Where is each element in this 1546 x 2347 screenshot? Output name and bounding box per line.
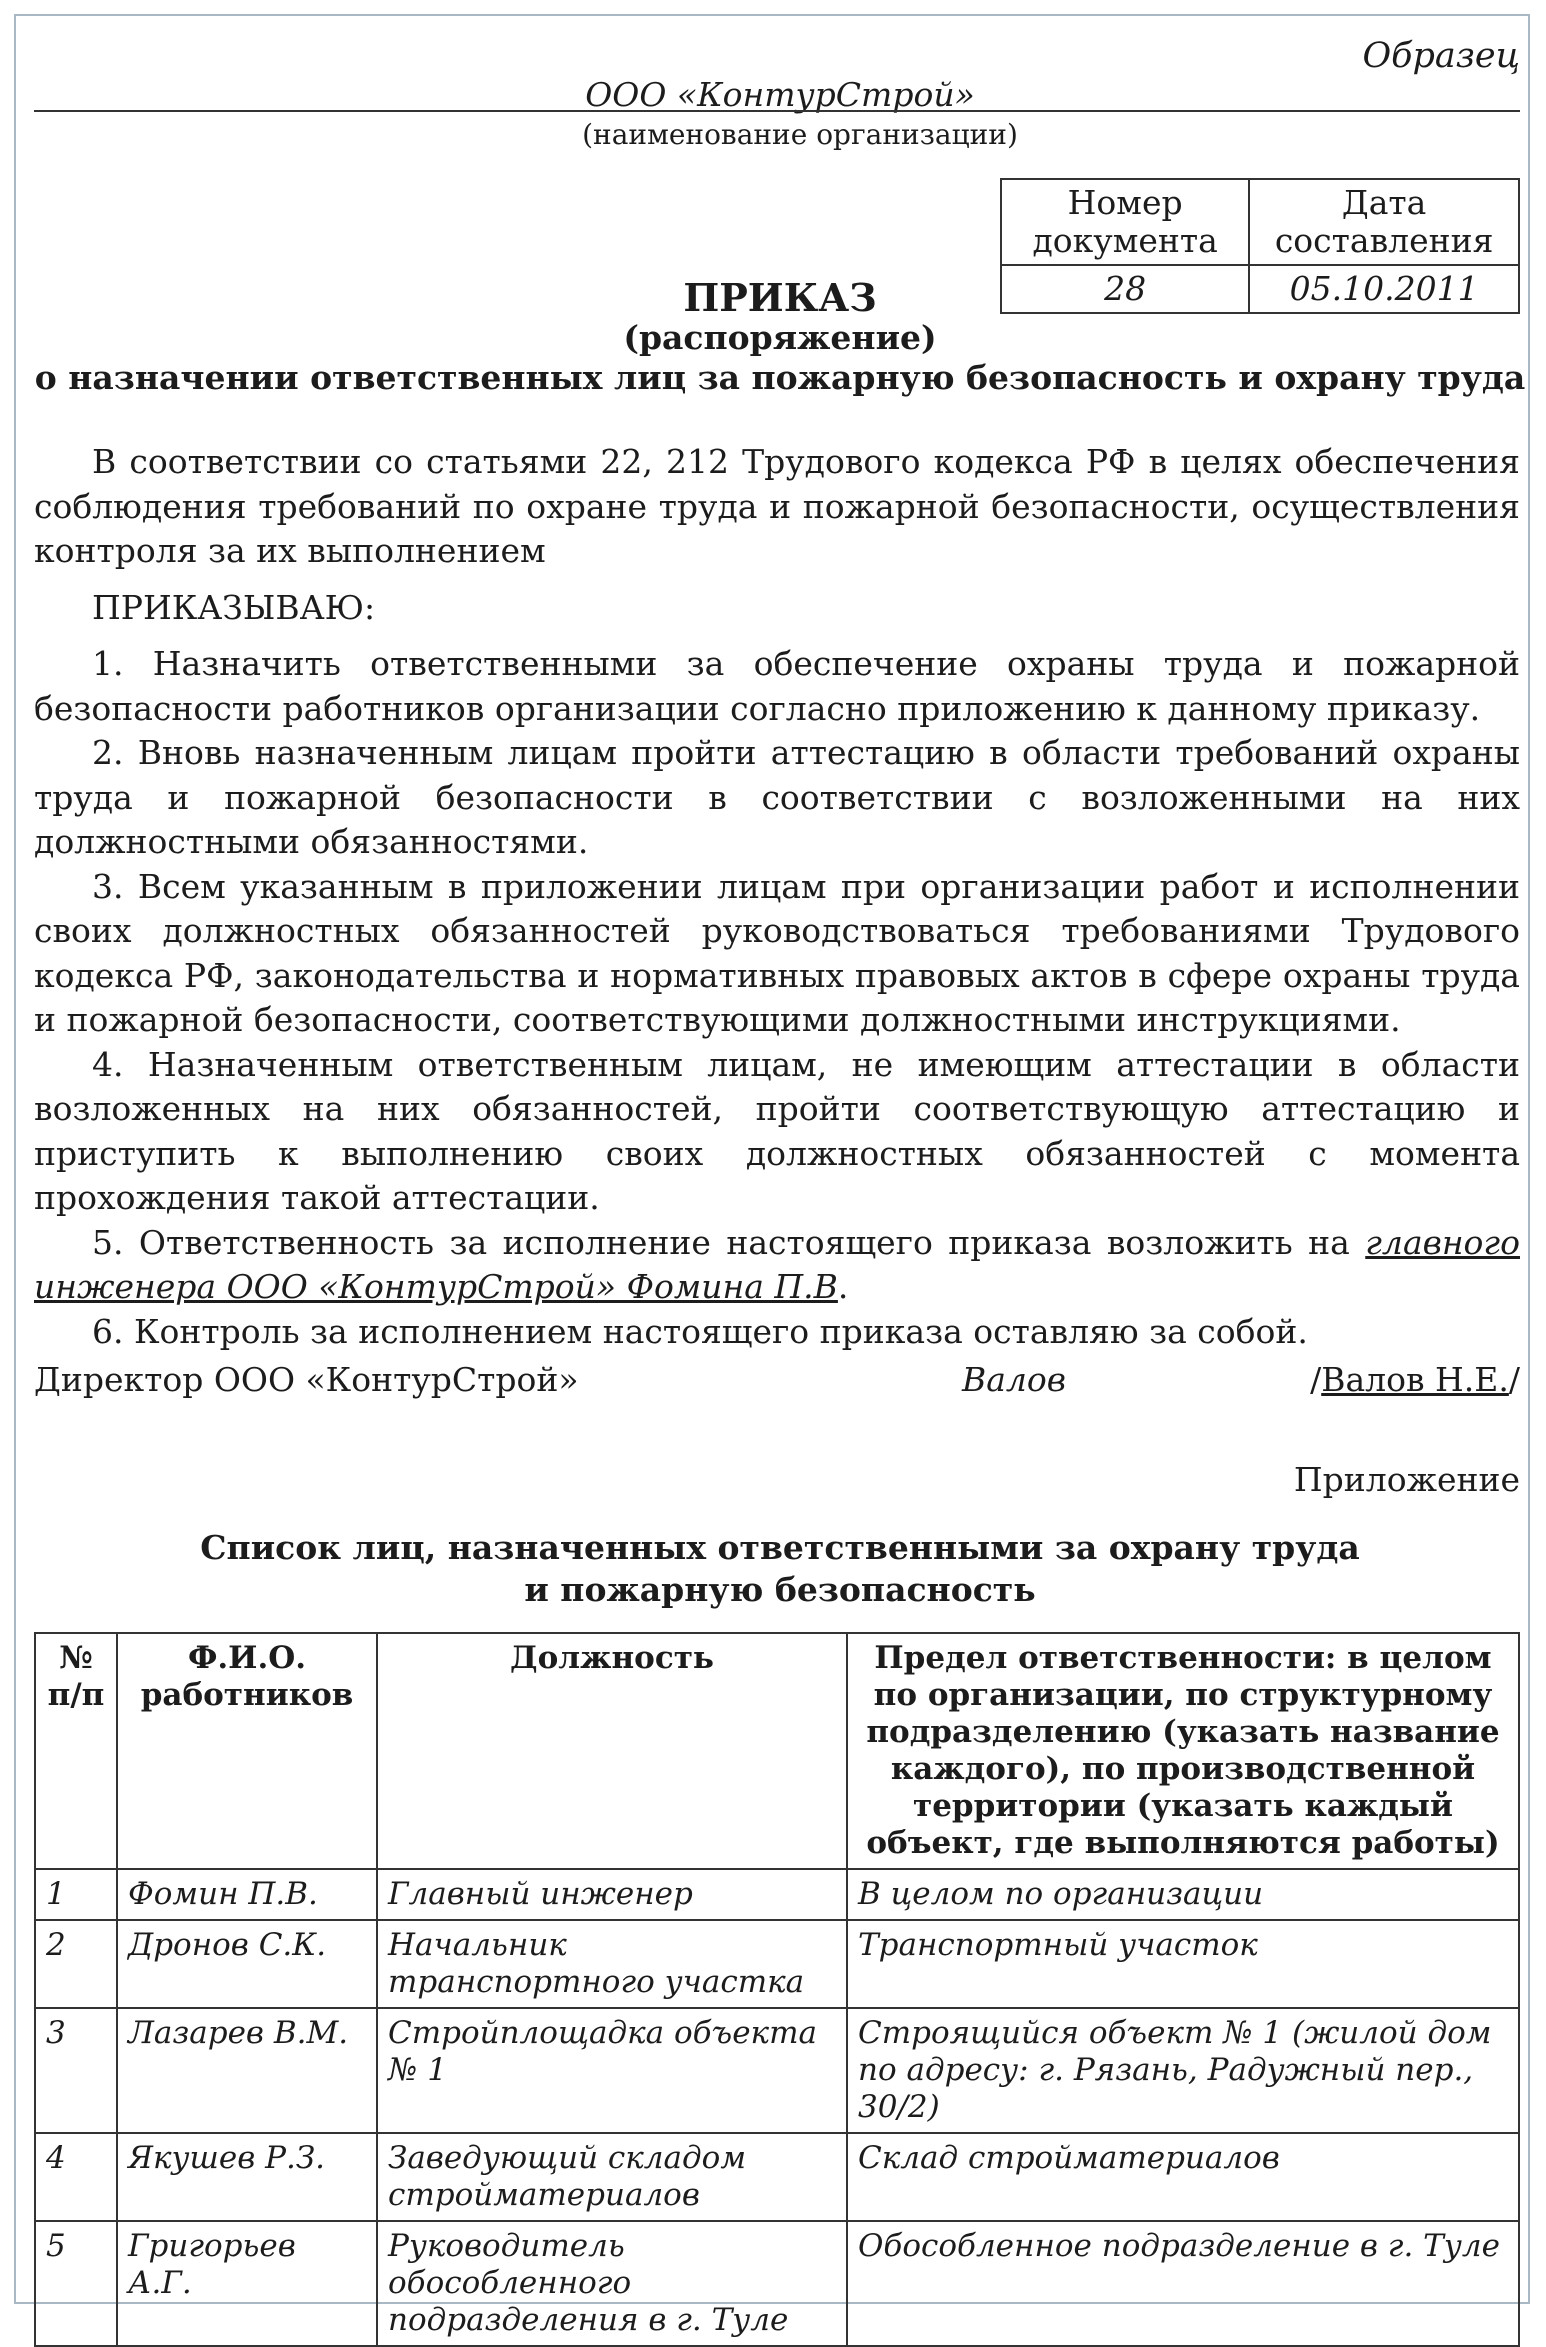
- item5-prefix: 5. Ответственность за исполнение настоящего приказа возложить на: [92, 1222, 1350, 1262]
- table-row: [35, 1920, 1519, 2008]
- cell-name: Якушев Р.З.: [117, 2133, 377, 2221]
- table-row: [35, 2221, 1519, 2346]
- order-item: 2. Вновь назначенным лицам пройти аттестацию в области требований охраны труда и пожарной безопасности в соответствии с возложенными на них должностными обязанностями.: [34, 733, 1520, 861]
- table-header-row: [35, 1633, 1519, 1869]
- order-word: ПРИКАЗЫВАЮ:: [92, 587, 376, 627]
- organization-caption: (наименование организации): [582, 118, 1018, 151]
- cell-number: 3: [35, 2008, 117, 2133]
- intro-paragraph: В соответствии со статьями 22, 212 Трудового кодекса РФ в целях обеспечения соблюдения требований по охране труда и пожарной безопасности, осуществления контроля за их выполнением: [34, 442, 1520, 570]
- handwritten-signature: Валов: [962, 1360, 1067, 1399]
- cell-number: 4: [35, 2133, 117, 2221]
- document-title: ПРИКАЗ: [683, 275, 877, 320]
- cell-number: 2: [35, 1920, 117, 2008]
- signer-name: Валов Н.Е.: [1321, 1360, 1509, 1399]
- col-header-name: Ф.И.О. работников: [117, 1633, 377, 1869]
- doc-date-header: Дата составления: [1249, 179, 1519, 265]
- cell-scope: В целом по организации: [847, 1869, 1519, 1920]
- cell-position: Начальник транспортного участка: [377, 1920, 847, 2008]
- order-item: 1. Назначить ответственными за обеспечение охраны труда и пожарной безопасности работников организации согласно приложению к данному приказу.: [34, 644, 1520, 728]
- order-item: 4. Назначенным ответственным лицам, не имеющим аттестации в области возложенных на них обязанностей, пройти соответствующую аттестацию и приступить к выполнению своих должностных обязанностей с момента прохождения такой аттестации.: [34, 1044, 1520, 1217]
- order-item: 6. Контроль за исполнением настоящего приказа оставляю за собой.: [92, 1311, 1308, 1351]
- cell-scope: Обособленное подразделение в г. Туле: [847, 2221, 1519, 2346]
- table-row: [35, 2133, 1519, 2221]
- sample-label: Образец: [1362, 36, 1520, 76]
- cell-scope: Склад стройматериалов: [847, 2133, 1519, 2221]
- order-item: 3. Всем указанным в приложении лицам при организации работ и исполнении своих должностных обязанностей руководствоваться требованиями Трудового кодекса РФ, законодательства и нормативных правовых актов в сфере охраны труда и пожарной безопасности, соответствующими должностными инструкциями.: [34, 866, 1520, 1039]
- table-row: [35, 2008, 1519, 2133]
- order-body: [34, 440, 1520, 1354]
- cell-name: Фомин П.В.: [117, 1869, 377, 1920]
- doc-date-value: 05.10.2011: [1249, 265, 1519, 313]
- order-item-5: [34, 1221, 1520, 1310]
- doc-number-header: Номер документа: [1001, 179, 1249, 265]
- document-subject: о назначении ответственных лиц за пожарную безопасность и охрану труда: [34, 358, 1526, 397]
- cell-scope: Транспортный участок: [847, 1920, 1519, 2008]
- slash-open: /: [1310, 1360, 1322, 1399]
- col-header-position: Должность: [377, 1633, 847, 1869]
- cell-position: Заведующий складом стройматериалов: [377, 2133, 847, 2221]
- doc-number-value: 28: [1001, 265, 1249, 313]
- appendix-title-line: Список лиц, назначенных ответственными за охрану труда: [200, 1528, 1360, 1567]
- cell-position: Руководитель обособленного подразделения в г. Туле: [377, 2221, 847, 2346]
- signer-name-block: [1310, 1360, 1520, 1399]
- responsible-persons-table: [34, 1632, 1520, 2347]
- col-header-scope: Предел ответственности: в целом по организации, по структурному подразделению (указать название каждого), по производственной территории (указать каждый объект, где выполняются работы): [847, 1633, 1519, 1869]
- cell-name: Григорьев А.Г.: [117, 2221, 377, 2346]
- organization-underline: [34, 110, 1520, 112]
- appendix-label: Приложение: [1293, 1460, 1520, 1499]
- responsible-person: главного инженера ООО «КонтурСтрой» Фомина П.В: [34, 1222, 1520, 1306]
- document-subtitle: (распоряжение): [623, 318, 937, 357]
- appendix-title-line: и пожарную безопасность: [524, 1570, 1036, 1609]
- cell-scope: Строящийся объект № 1 (жилой дом по адресу: г. Рязань, Радужный пер., 30/2): [847, 2008, 1519, 2133]
- cell-position: Стройплощадка объекта № 1: [377, 2008, 847, 2133]
- cell-name: Дронов С.К.: [117, 1920, 377, 2008]
- slash-close: /: [1508, 1360, 1520, 1399]
- col-header-number: № п/п: [35, 1633, 117, 1869]
- signer-position: Директор ООО «КонтурСтрой»: [34, 1360, 579, 1399]
- table-row: [35, 1869, 1519, 1920]
- item5-suffix: .: [837, 1267, 849, 1306]
- cell-number: 1: [35, 1869, 117, 1920]
- appendix-title: [0, 1527, 1546, 1611]
- cell-number: 5: [35, 2221, 117, 2346]
- cell-name: Лазарев В.М.: [117, 2008, 377, 2133]
- organization-name: ООО «КонтурСтрой»: [585, 75, 975, 114]
- cell-position: Главный инженер: [377, 1869, 847, 1920]
